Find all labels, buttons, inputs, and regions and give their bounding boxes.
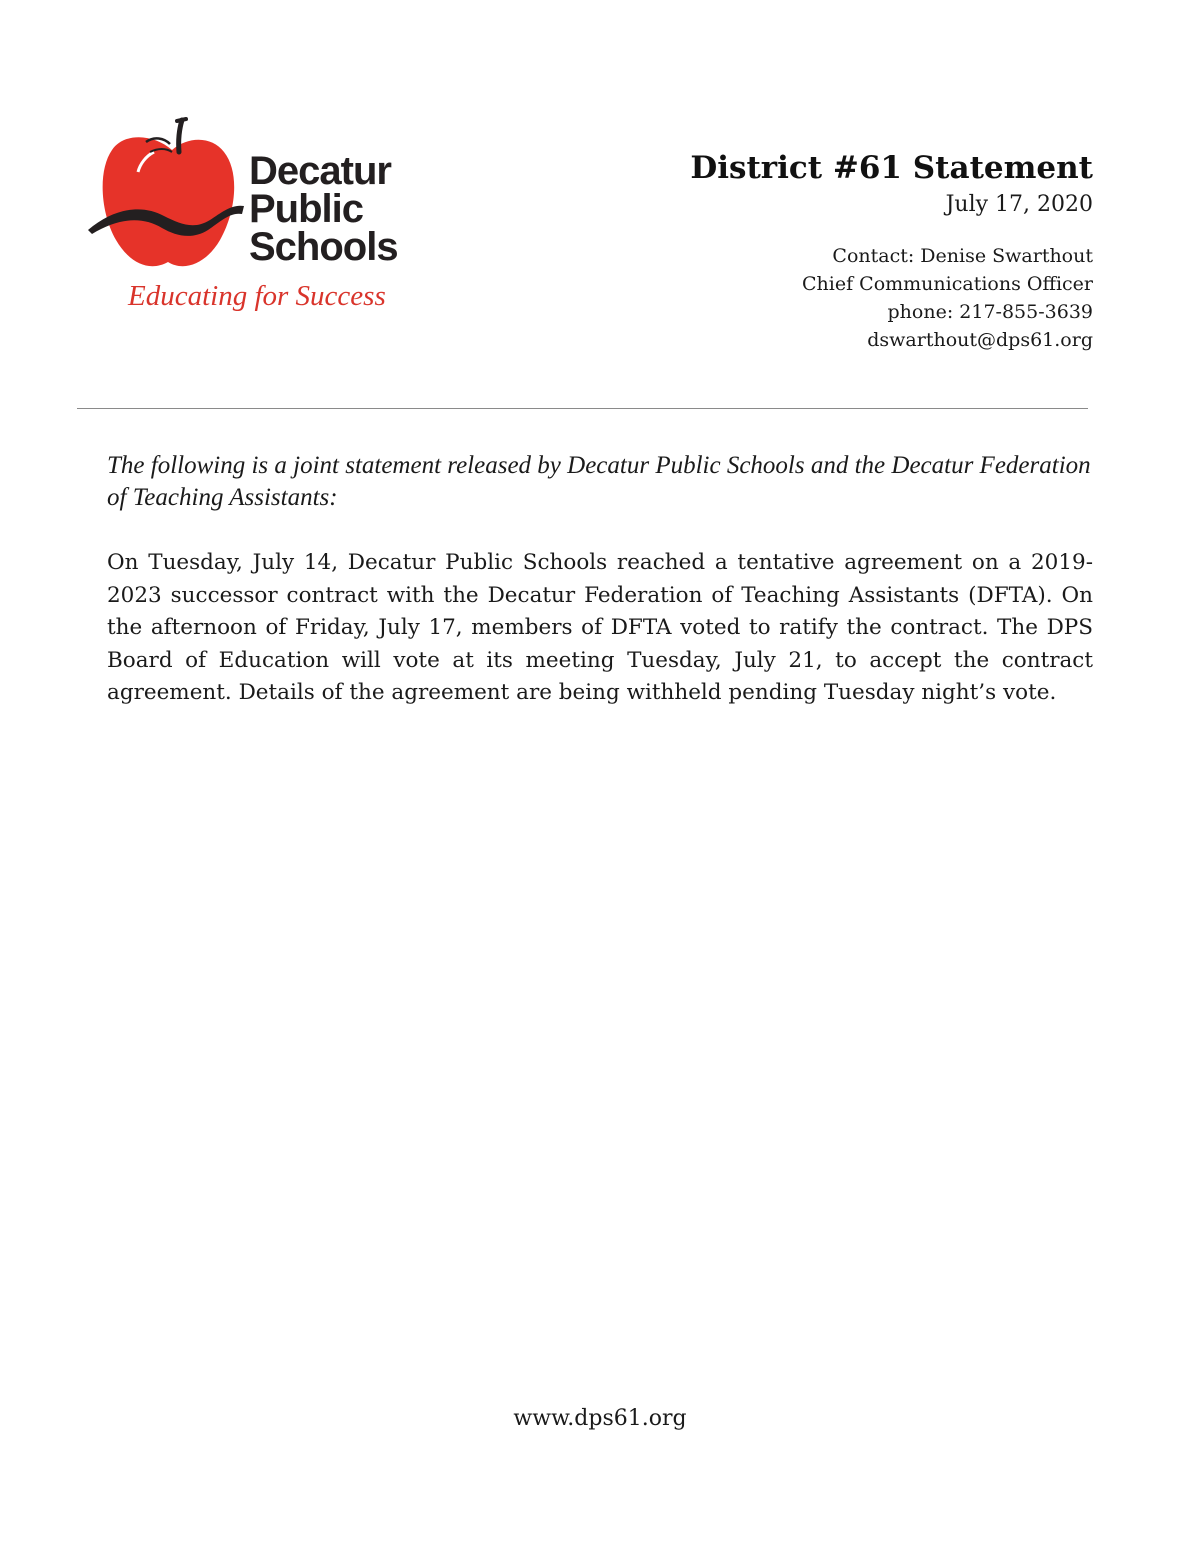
logo-name-line: Public — [249, 187, 364, 231]
logo-name-line: Decatur — [249, 149, 391, 193]
header-divider — [77, 408, 1088, 409]
logo — [84, 112, 444, 322]
intro-statement: The following is a joint statement released by Decatur Public Schools and the Decatur Federation of Teaching Assistants: — [107, 452, 1091, 511]
logo-name-line: Schools — [249, 225, 398, 269]
apple-icon — [84, 112, 254, 282]
contact-email: dswarthout@dps61.org — [867, 329, 1093, 351]
statement-date: July 17, 2020 — [945, 192, 1093, 217]
contact-name: Contact: Denise Swarthout — [832, 245, 1093, 267]
contact-phone: phone: 217-855-3639 — [887, 301, 1093, 323]
contact-block — [690, 242, 1093, 354]
statement-body: On Tuesday, July 14, Decatur Public Schools reached a tentative agreement on a 2019-2023 successor contract with the Decatur Federation of Teaching Assistants (DFTA). On the afternoon of Friday, July 17, members of DFTA voted to ratify the contract. The DPS Board of Education will vote at its meeting Tuesday, July 21, to accept the contract agreement. Details of the agreement are being withheld pending Tuesday night’s vote. — [107, 550, 1093, 705]
footer-url: www.dps61.org — [513, 1406, 687, 1431]
statement-header — [690, 148, 1093, 354]
statement-title: District #61 Statement — [690, 150, 1093, 186]
contact-title: Chief Communications Officer — [802, 273, 1093, 295]
logo-name — [249, 149, 398, 269]
logo-tagline: Educating for Success — [128, 280, 386, 312]
